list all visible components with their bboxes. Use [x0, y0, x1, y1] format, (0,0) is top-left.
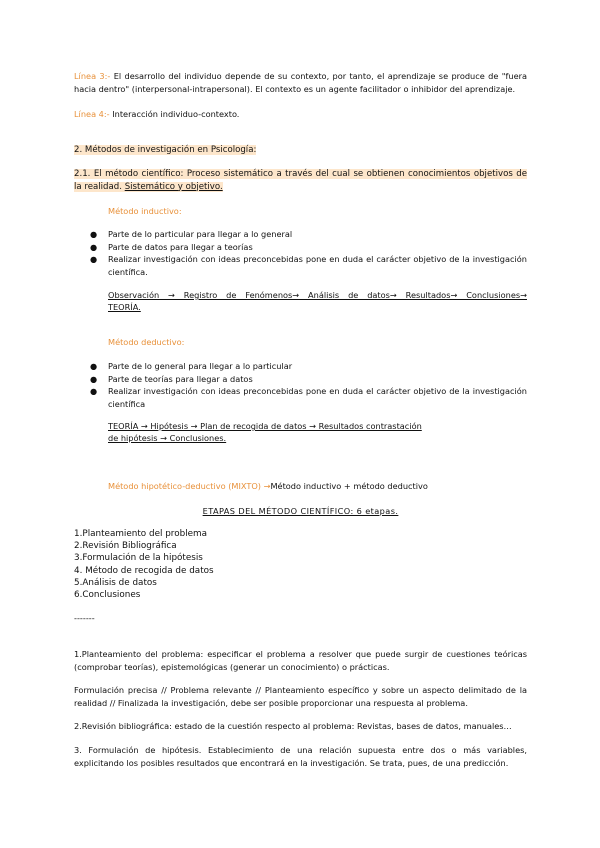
- list-item: 3.Formulación de la hipótesis: [74, 553, 203, 564]
- inductive-bullet-list: [90, 228, 527, 278]
- linea-3-paragraph: [74, 70, 527, 95]
- list-item: 5.Análisis de datos: [74, 577, 157, 588]
- stage-3-paragraph: 3. Formulación de hipótesis. Establecimiento de una relación supuesta entre dos o más variables, explicitando los posibles resultados que encontrará en la investigación. Se trata, pues, de una predicción.: [74, 745, 527, 768]
- list-item: ● Realizar investigación con ideas preconcebidas pone en duda el carácter objetivo de la investigación científica: [90, 386, 527, 409]
- section-2-1-text: 2.1. El método científico: Proceso sistemático a través del cual se obtienen conocimientos objetivos de la realidad.: [74, 169, 527, 192]
- list-item: 1.Planteamiento del problema: [74, 529, 208, 539]
- deductive-bullet-list: [90, 360, 527, 410]
- section-2-title: [74, 144, 527, 157]
- list-item: ● Parte de lo general para llegar a lo particular: [90, 361, 293, 371]
- stages-title: ETAPAS DEL MÉTODO CIENTÍFICO: 6 etapas.: [202, 506, 399, 516]
- deductive-method-title: Método deductivo:: [108, 337, 185, 347]
- linea-4-text: Interacción individuo-contexto.: [109, 109, 240, 119]
- list-item: ● Realizar investigación con ideas preconcebidas pone en duda el carácter objetivo de la investigación científica.: [90, 254, 527, 277]
- bullet-icon: ●: [90, 254, 98, 264]
- linea-4-label: Línea 4:-: [74, 109, 110, 119]
- stages-list: [74, 528, 214, 601]
- linea-4-paragraph: [74, 108, 527, 121]
- mixed-method-line: [108, 480, 428, 493]
- list-item: 6.Conclusiones: [74, 590, 141, 601]
- deductive-chain-line-1: TEORÍA → Hipótesis → Plan de recogida de datos → Resultados contrastación: [108, 421, 422, 431]
- list-item: 2.Revisión Bibliográfica: [74, 541, 177, 552]
- bullet-icon: ●: [90, 361, 98, 371]
- deductive-chain-line-2: de hipótesis → Conclusiones.: [108, 433, 227, 443]
- stage-1-paragraph: 1.Planteamiento del problema: especificar el problema a resolver que puede surgir de cuestiones teóricas (comprobar teorías), epistemológicas (generar un conocimiento) o prácticas.: [74, 649, 527, 672]
- list-item: ● Parte de datos para llegar a teorías: [90, 241, 253, 252]
- linea-3-text: El desarrollo del individuo depende de su contexto, por tanto, el aprendizaje se produce de "fuera hacia dentro" (interpersonal-intrapersonal). El contexto es un agente facilitador o inhibidor del aprendizaje.: [74, 71, 527, 94]
- mixed-method-label: Método hipotético-deductivo (MIXTO) →: [108, 481, 271, 491]
- stage-2-paragraph: 2.Revisión bibliográfica: estado de la cuestión respecto al problema: Revistas, bases de datos, manuales…: [74, 721, 512, 731]
- linea-3-label: Línea 3:-: [74, 71, 111, 81]
- bullet-icon: ●: [90, 229, 98, 239]
- inductive-chain-line-1: Observación → Registro de Fenómenos→ Análisis de datos→ Resultados→ Conclusiones→: [108, 290, 527, 300]
- section-2-1-paragraph: [74, 168, 527, 193]
- bullet-icon: ●: [90, 373, 98, 384]
- bullet-icon: ●: [90, 241, 98, 252]
- section-2-1-underlined: Sistemático y objetivo.: [124, 181, 223, 192]
- inductive-chain-line-2: TEORÍA.: [108, 302, 141, 312]
- bullet-icon: ●: [90, 386, 98, 396]
- list-item: ● Parte de lo particular para llegar a lo general: [90, 229, 293, 239]
- inductive-method-title: Método inductivo:: [108, 206, 182, 216]
- list-item: ● Parte de teorías para llegar a datos: [90, 373, 253, 384]
- separator-line: -------: [74, 613, 95, 623]
- section-2-title-text: 2. Métodos de investigación en Psicología:: [74, 145, 257, 155]
- mixed-method-text: Método inductivo + método deductivo: [270, 481, 428, 491]
- list-item: 4. Método de recogida de datos: [74, 565, 214, 576]
- formulation-paragraph: Formulación precisa // Problema relevante // Planteamiento específico y sobre un aspecto delimitado de la realidad // Finalizada la investigación, debe ser posible proporcionar una respuesta al problema.: [74, 685, 527, 708]
